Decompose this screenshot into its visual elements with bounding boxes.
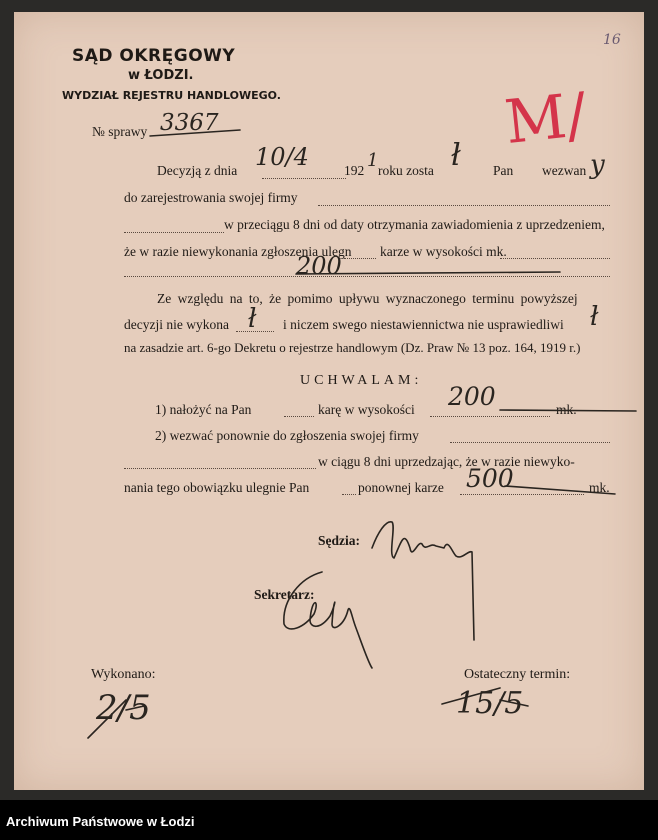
reason-ending-1: ł bbox=[248, 304, 257, 334]
resolution-fine-value: 200 bbox=[448, 382, 496, 411]
decision-date: 10/4 bbox=[255, 143, 309, 171]
case-number-value: 3367 bbox=[160, 110, 219, 136]
decision-line-4-end: karze w wysokości mk. bbox=[380, 244, 507, 259]
archive-footer-label: Archiwum Państwowe w Łodzi bbox=[6, 814, 195, 829]
second-fine-underline bbox=[505, 486, 615, 494]
reason-ending-2: ł bbox=[590, 302, 599, 332]
resolution-item-2-line-3b: ponownej karze bbox=[358, 480, 444, 495]
decision-ending-1: ł bbox=[451, 138, 461, 173]
decision-pan: Pan bbox=[493, 163, 514, 178]
executed-value: 2/5 bbox=[96, 688, 151, 728]
case-number-label: № sprawy bbox=[92, 124, 148, 139]
reason-line-3: na zasadzie art. 6-go Dekretu o rejestrze handlowym (Dz. Praw № 13 poz. 164, 1919 r.) bbox=[124, 340, 581, 355]
page-number: 16 bbox=[603, 32, 621, 48]
executed-label: Wykonano: bbox=[91, 667, 156, 682]
case-number-underline bbox=[150, 130, 240, 136]
fine-value: 200 bbox=[296, 252, 342, 280]
resolution-item-1-end: mk. bbox=[556, 402, 577, 417]
resolution-item-2-end: mk. bbox=[589, 480, 610, 495]
resolution-item-2-line-2: w ciągu 8 dni uprzedzając, że w razie niewyko- bbox=[318, 454, 575, 469]
court-name: SĄD OKRĘGOWY bbox=[72, 46, 236, 66]
fine-underline bbox=[296, 272, 560, 274]
decision-line-2: do zarejestrowania swojej firmy bbox=[124, 190, 298, 205]
deadline-value: 15/5 bbox=[456, 686, 524, 721]
decision-line-4: że w razie niewykonania zgłoszenia ulegn bbox=[124, 244, 352, 259]
resolution-heading: UCHWALAM: bbox=[300, 373, 423, 388]
executed-value-stroke bbox=[88, 700, 144, 738]
resolution-fine-underline bbox=[500, 410, 636, 411]
judge-signature-icon bbox=[372, 522, 474, 640]
resolution-second-fine-value: 500 bbox=[466, 464, 514, 493]
year-prefix: 192 bbox=[344, 163, 365, 178]
deadline-label: Ostateczny termin: bbox=[464, 667, 571, 682]
reason-line-2b: i niczem swego niestawiennictwa nie usprawiedliwi bbox=[283, 317, 564, 332]
decision-ending-2: y bbox=[590, 150, 605, 180]
year-suffix: 1 bbox=[367, 150, 379, 171]
court-city: w ŁODZI. bbox=[128, 68, 194, 83]
resolution-item-1a: 1) nałożyć na Pan bbox=[155, 402, 252, 417]
decision-text-zosta: roku zosta bbox=[378, 163, 434, 178]
reason-line-1: Ze względu na to, że pomimo upływu wyznaczonego terminu powyższej bbox=[157, 291, 578, 306]
department-name: WYDZIAŁ REJESTRU HANDLOWEGO. bbox=[62, 89, 281, 102]
resolution-item-2-line-3a: nania tego obowiązku ulegnie Pan bbox=[124, 480, 310, 495]
reason-line-2a: decyzji nie wykona bbox=[124, 317, 229, 332]
decision-wezwan: wezwan bbox=[542, 163, 587, 178]
judge-label: Sędzia: bbox=[318, 533, 360, 548]
deadline-value-stroke bbox=[442, 688, 528, 706]
red-pencil-annotation: M/ bbox=[501, 79, 591, 159]
resolution-item-1b: karę w wysokości bbox=[318, 402, 415, 417]
resolution-item-2: 2) wezwać ponownie do zgłoszenia swojej firmy bbox=[155, 428, 419, 443]
secretary-label: Sekretarz: bbox=[254, 587, 315, 602]
secretary-signature-icon bbox=[284, 572, 372, 668]
decision-line-3: w przeciągu 8 dni od daty otrzymania zawiadomienia z uprzedzeniem, bbox=[224, 217, 605, 232]
decision-prefix: Decyzją z dnia bbox=[157, 163, 238, 178]
